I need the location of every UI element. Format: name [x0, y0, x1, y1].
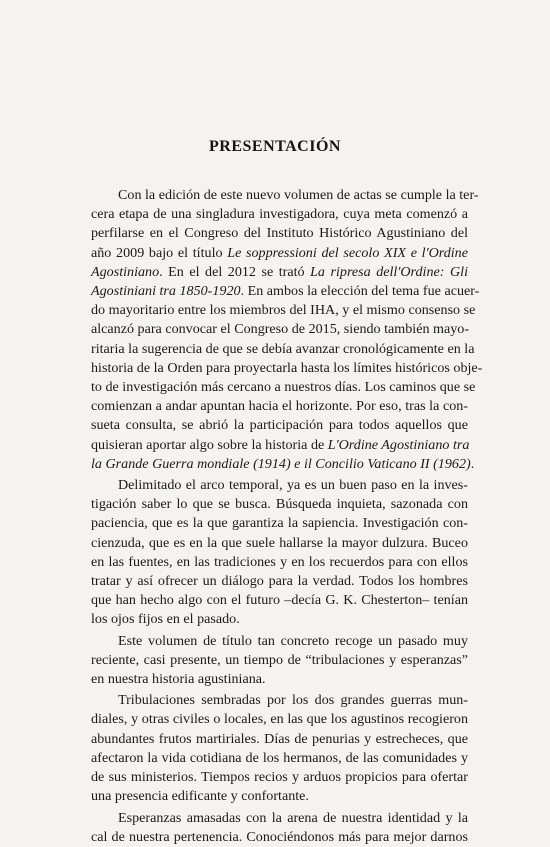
- text-line: los ojos fijos en el pasado.: [91, 611, 240, 628]
- paragraph: [91, 476, 468, 630]
- text-line: quisieran aportar algo sobre la historia de L'Ordine Agostiniano tra: [91, 436, 470, 453]
- paragraph: [91, 691, 468, 806]
- text-line: reciente, casi presente, un tiempo de “tribulaciones y esperanzas”: [91, 651, 468, 668]
- text-line: Agostiniani tra 1850-1920. En ambos la elección del tema fue acuer-: [91, 283, 480, 300]
- text-line: tigación saber lo que se busca. Búsqueda inquieta, sazonada con: [91, 496, 468, 513]
- text-line: paciencia, que es la que garantiza la sapiencia. Investigación con-: [91, 515, 468, 532]
- text-line: do mayoritario entre los miembros del IHA, y el mismo consenso se: [91, 302, 476, 319]
- text-line: en las fuentes, en las tradiciones y en los recuerdos para con ellos: [91, 553, 468, 570]
- italic-title: La ripresa dell'Ordine: Gli: [310, 263, 468, 280]
- text-line: alcanzó para convocar el Congreso de 2015, siendo también mayo-: [91, 321, 470, 338]
- text-line: sueta consulta, se abrió la participación para todos aquellos que: [91, 417, 468, 434]
- paragraph: [91, 186, 483, 474]
- text-line: comienzan a andar apuntan hacia el horizonte. Por eso, tras la con-: [91, 398, 468, 415]
- text-line: Este volumen de título tan concreto recoge un pasado muy: [118, 632, 468, 649]
- text-line: de sus ministerios. Tiempos recios y arduos propicios para ofertar: [91, 769, 468, 786]
- text-line: afectaron la vida cotidiana de los hermanos, de las comunidades y: [91, 749, 468, 766]
- body-text: [91, 186, 483, 847]
- text-line: tratar y así ofrecer un diálogo para la verdad. Todos los hombres: [91, 573, 468, 590]
- text-line: cera etapa de una singladura investigadora, cuya meta comenzó a: [91, 206, 468, 223]
- page-title: PRESENTACIÓN: [209, 138, 341, 155]
- text-line: año 2009 bajo el título Le soppressioni del secolo XIX e l'Ordine: [91, 244, 468, 261]
- text-line: Delimitado el arco temporal, ya es un buen paso en la inves-: [118, 477, 468, 494]
- text-line: Esperanzas amasadas con la arena de nuestra identidad y la: [118, 809, 468, 826]
- text-line: abundantes frutos martiriales. Días de penurias y estrecheces, que: [91, 730, 468, 747]
- text-line: que han hecho algo con el futuro –decía G. K. Chesterton– tenían: [91, 592, 468, 609]
- paragraph: [91, 632, 468, 690]
- italic-title: Agostiniano: [91, 263, 160, 280]
- italic-title: L'Ordine Agostiniano tra: [327, 436, 470, 453]
- text-line: Tribulaciones sembradas por los dos grandes guerras mun-: [118, 692, 468, 709]
- text-line: Agostiniano. En el del 2012 se trató La ripresa dell'Ordine: Gli: [91, 263, 468, 280]
- text-line: la Grande Guerra mondiale (1914) e il Concilio Vaticano II (1962).: [91, 455, 475, 472]
- text-line: historia de la Orden para proyectarla hasta los límites históricos obje-: [91, 359, 483, 376]
- text-line: en nuestra historia agustiniana.: [91, 671, 266, 688]
- text-line: to de investigación más cercano a nuestros días. Los caminos que se: [91, 379, 476, 396]
- text-line: Con la edición de este nuevo volumen de actas se cumple la ter-: [118, 187, 479, 203]
- text-line: perfilarse en el Congreso del Instituto Histórico Agustiniano del: [91, 225, 468, 242]
- paragraph: [91, 809, 468, 847]
- text-line: una presencia edificante y confortante.: [91, 788, 309, 805]
- italic-title: Agostiniani tra 1850-1920: [91, 283, 241, 300]
- italic-title: la Grande Guerra mondiale (1914) e il Concilio Vaticano II (1962): [91, 455, 471, 472]
- text-line: cal de nuestra pertenencia. Conociéndonos más para mejor darnos: [91, 828, 468, 845]
- text-line: ritaria la sugerencia de que se debía avanzar cronológicamente en la: [91, 340, 475, 357]
- text-line: diales, y otras civiles o locales, en las que los agustinos recogieron: [91, 711, 468, 728]
- italic-title: Le soppressioni del secolo XIX e l'Ordine: [227, 244, 468, 261]
- text-line: cienzuda, que es en la que suele hallarse la mayor dulzura. Buceo: [91, 534, 468, 551]
